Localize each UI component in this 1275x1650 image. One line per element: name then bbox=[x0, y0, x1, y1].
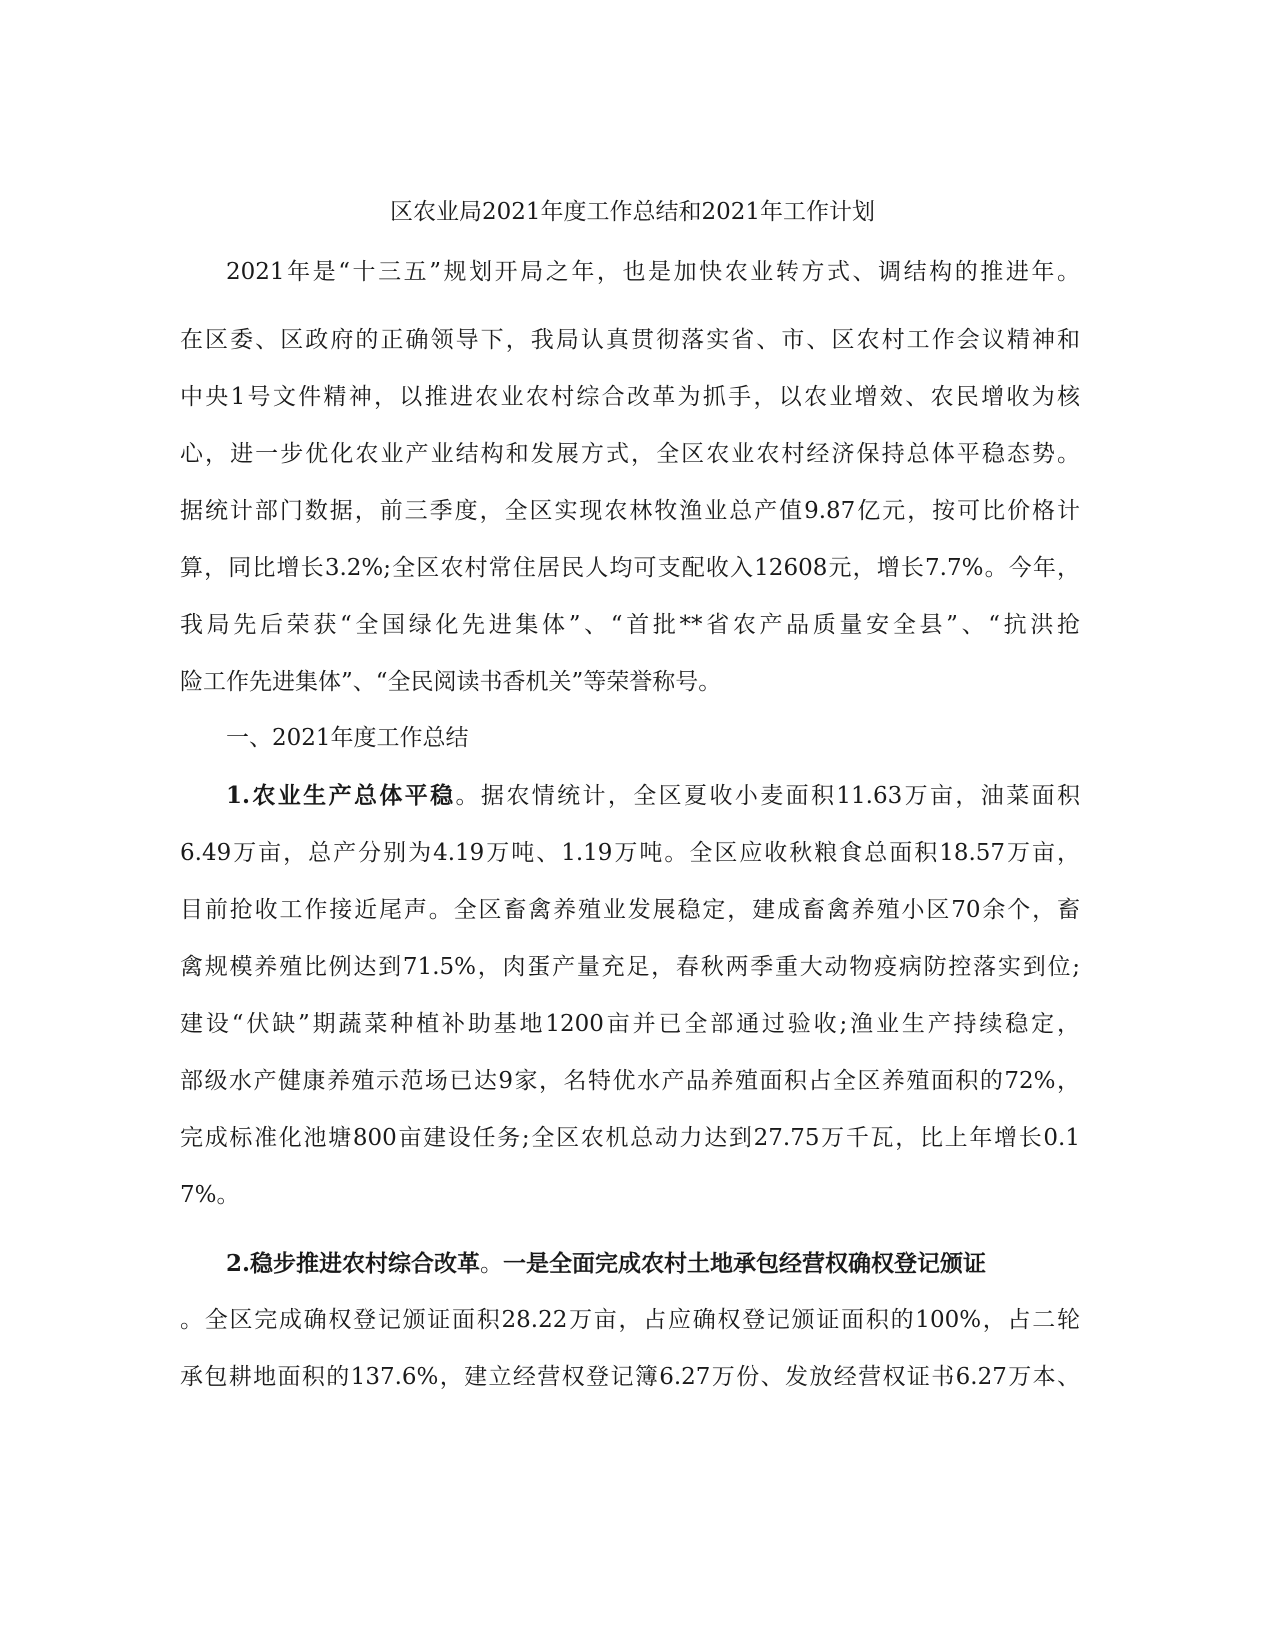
item2-line-2: 。全区完成确权登记颁证面积28.22万亩，占应确权登记颁证面积的100%，占二轮 bbox=[180, 1307, 1080, 1333]
item2-subheading: 一是全面完成农村土地承包经营权确权登记颁证 bbox=[503, 1250, 987, 1277]
intro-line-2: 在区委、区政府的正确领导下，我局认真贯彻落实省、市、区农村工作会议精神和 bbox=[180, 327, 1080, 353]
intro-line-8: 险工作先进集体”、“全民阅读书香机关”等荣誉称号。 bbox=[180, 669, 722, 695]
item2-line-3: 承包耕地面积的137.6%，建立经营权登记簿6.27万份、发放经营权证书6.27万本、 bbox=[180, 1364, 1080, 1390]
section-heading-1: 一、2021年度工作总结 bbox=[226, 725, 469, 751]
intro-line-1: 2021年是“十三五”规划开局之年，也是加快农业转方式、调结构的推进年。 bbox=[226, 259, 1080, 285]
intro-line-7: 我局先后荣获“全国绿化先进集体”、“首批**省农产品质量安全县”、“抗洪抢 bbox=[180, 612, 1080, 638]
intro-line-4: 心，进一步优化农业产业结构和发展方式，全区农业农村经济保持总体平稳态势。 bbox=[180, 441, 1080, 467]
item2-heading: 2.稳步推进农村综合改革 bbox=[226, 1250, 481, 1277]
document-title: 区农业局2021年度工作总结和2021年工作计划 bbox=[389, 199, 876, 225]
item1-line-7: 完成标准化池塘800亩建设任务;全区农机总动力达到27.75万千瓦，比上年增长0.1 bbox=[180, 1125, 1080, 1151]
item1-first-text: 。据农情统计，全区夏收小麦面积11.63万亩，油菜面积 bbox=[455, 783, 1080, 809]
item2-separator: 。 bbox=[480, 1251, 504, 1277]
item1-line-6: 部级水产健康养殖示范场已达9家，名特优水产品养殖面积占全区养殖面积的72%， bbox=[180, 1068, 1080, 1094]
intro-line-6: 算，同比增长3.2%;全区农村常住居民人均可支配收入12608元，增长7.7%。今年， bbox=[180, 555, 1080, 581]
item1-line-5: 建设“伏缺”期蔬菜种植补助基地1200亩并已全部通过验收;渔业生产持续稳定， bbox=[180, 1011, 1080, 1037]
item1-line-1 bbox=[226, 780, 1080, 812]
item2-line-1 bbox=[226, 1248, 1080, 1280]
item1-line-2: 6.49万亩，总产分别为4.19万吨、1.19万吨。全区应收秋粮食总面积18.57万亩， bbox=[180, 840, 1080, 866]
item1-line-8: 7%。 bbox=[180, 1182, 240, 1208]
item1-line-4: 禽规模养殖比例达到71.5%，肉蛋产量充足，春秋两季重大动物疫病防控落实到位; bbox=[180, 954, 1080, 980]
item1-heading: 1.农业生产总体平稳 bbox=[226, 782, 456, 809]
intro-line-5: 据统计部门数据，前三季度，全区实现农林牧渔业总产值9.87亿元，按可比价格计 bbox=[180, 498, 1080, 524]
intro-line-3: 中央1号文件精神，以推进农业农村综合改革为抓手，以农业增效、农民增收为核 bbox=[180, 384, 1080, 410]
item1-line-3: 目前抢收工作接近尾声。全区畜禽养殖业发展稳定，建成畜禽养殖小区70余个，畜 bbox=[180, 897, 1080, 923]
